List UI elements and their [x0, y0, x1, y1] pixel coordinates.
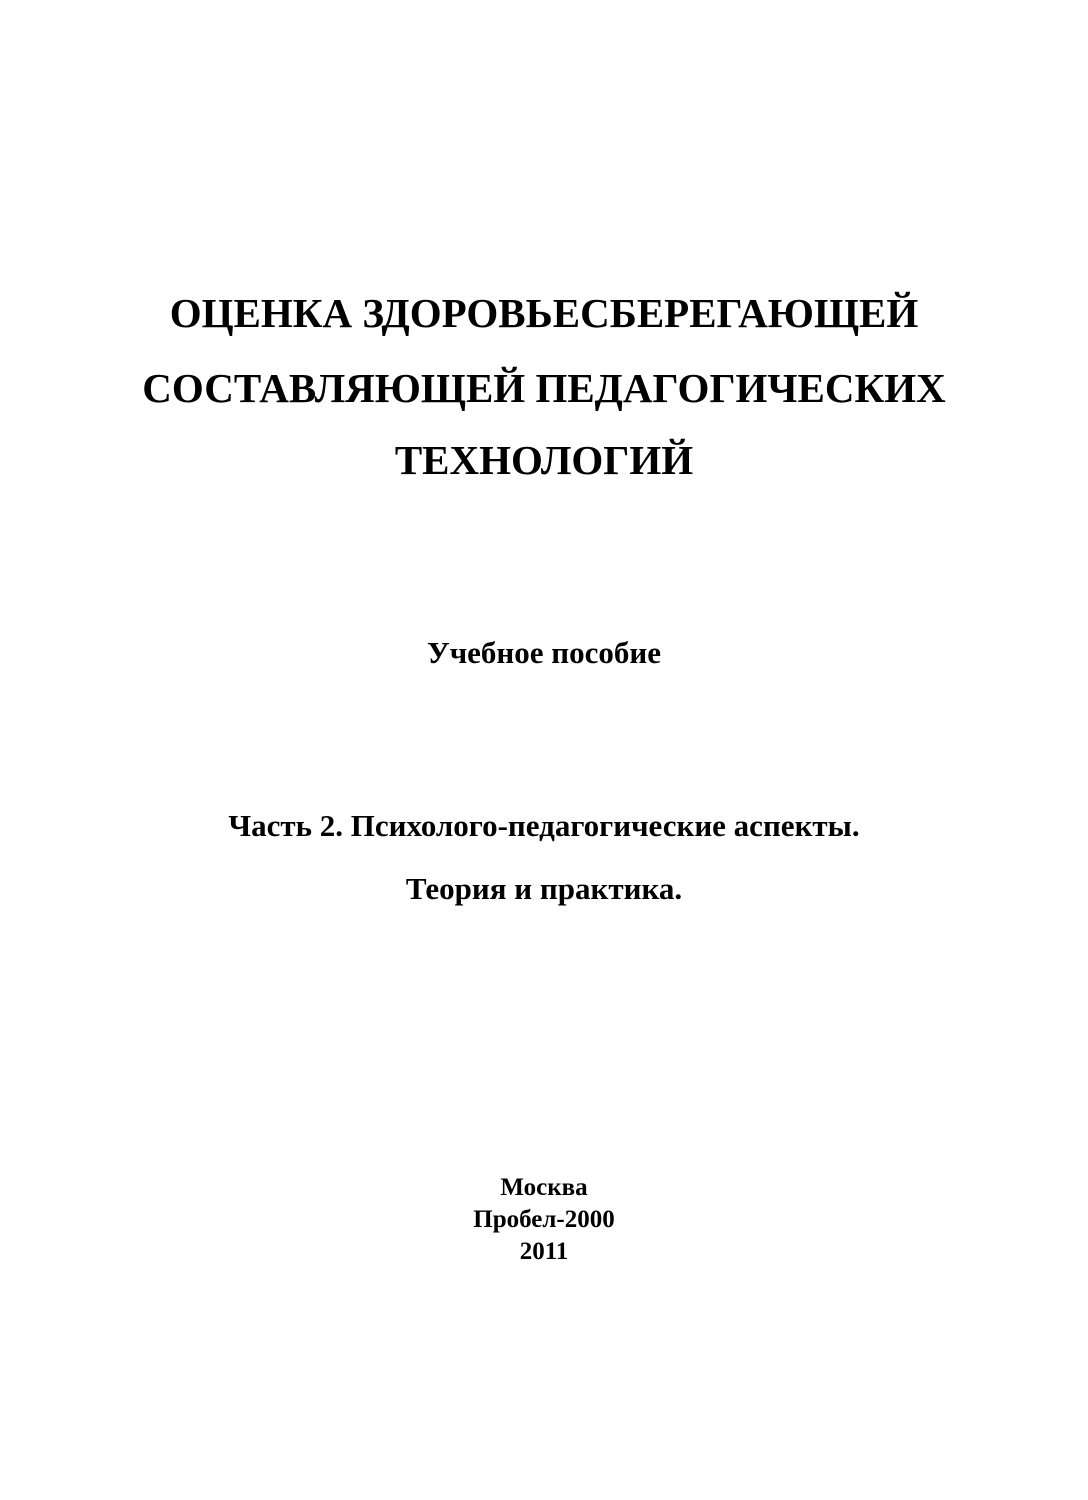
book-title-line-2: СОСТАВЛЯЮЩЕЙ ПЕДАГОГИЧЕСКИХ	[142, 365, 946, 411]
book-title-line-1: ОЦЕНКА ЗДОРОВЬЕСБЕРЕГАЮЩЕЙ	[169, 290, 919, 336]
imprint-city: Москва	[500, 1174, 588, 1201]
part-title-line-1: Часть 2. Психолого-педагогические аспекты.	[228, 808, 860, 843]
book-title-line-3: ТЕХНОЛОГИЙ	[394, 437, 694, 483]
part-title-line-2: Теория и практика.	[405, 871, 683, 906]
book-subtitle: Учебное пособие	[426, 635, 662, 670]
imprint-year: 2011	[519, 1238, 569, 1265]
imprint-publisher: Пробел-2000	[473, 1206, 615, 1233]
